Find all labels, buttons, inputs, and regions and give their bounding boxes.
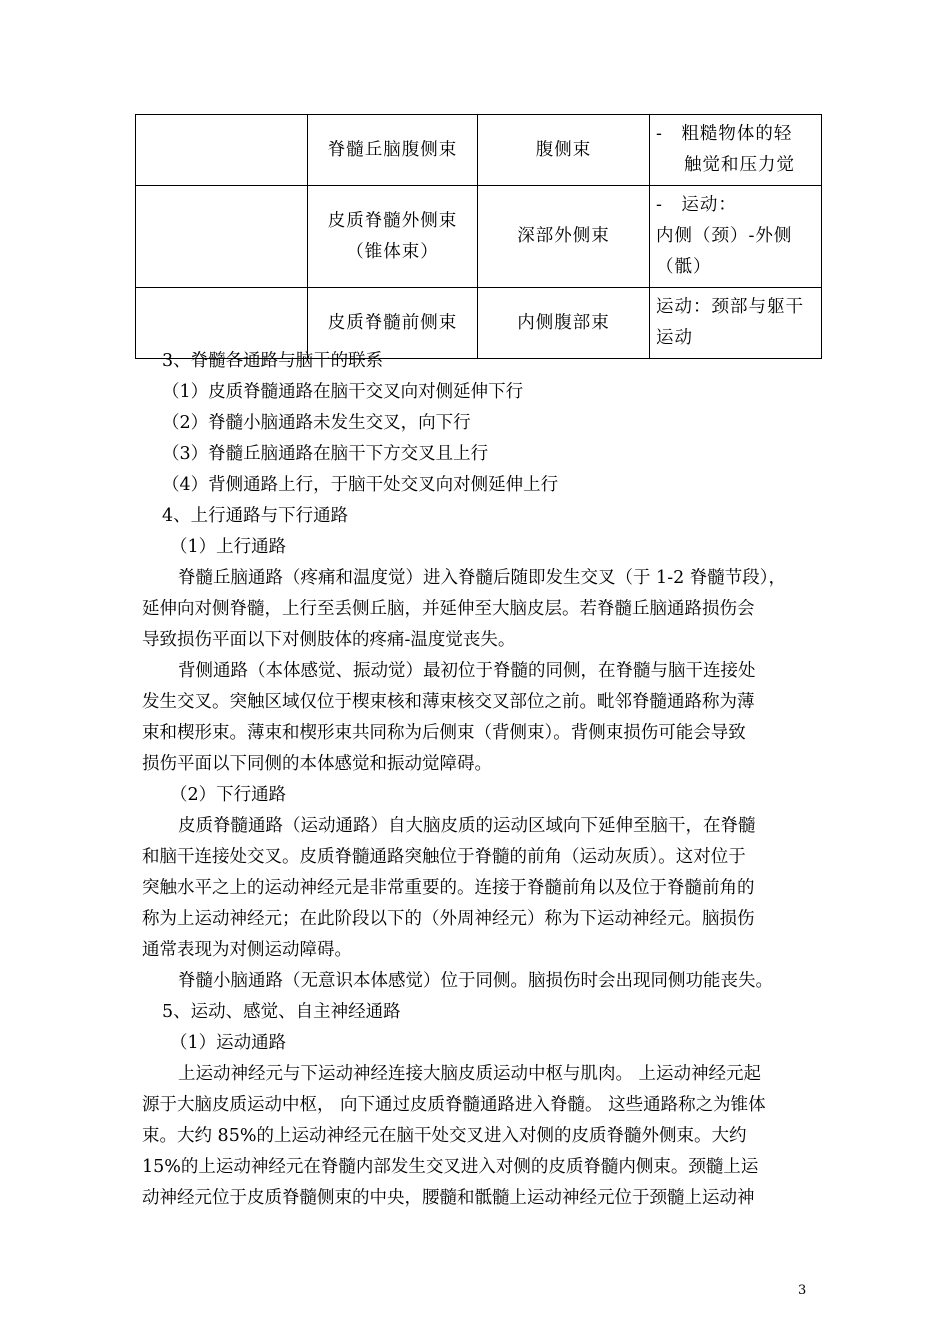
list-item: （1）皮质脊髓通路在脑干交叉向对侧延伸下行 xyxy=(162,382,524,402)
table-row xyxy=(136,115,822,186)
paragraph: 脊髓小脑通路（无意识本体感觉）位于同侧。脑损伤时会出现同侧功能丧失。 xyxy=(178,971,773,991)
table-cell xyxy=(136,115,308,186)
table-cell: 皮质脊髓前侧束 xyxy=(308,288,478,359)
table-cell: 内侧腹部束 xyxy=(478,288,650,359)
section-heading: 4、上行通路与下行通路 xyxy=(162,506,349,526)
table-cell: - 粗糙物体的轻 触觉和压力觉 xyxy=(650,115,822,186)
subsection-heading: （2）下行通路 xyxy=(170,785,287,805)
paragraph: 上运动神经元与下运动神经连接大脑皮质运动中枢与肌肉。 上运动神经元起 源于大脑皮质运动中枢， 向下通过皮质脊髓通路进入脊髓。 这些通路称之为锥体 束。大约 85%的上运动神经元在脑干处交叉进入对侧的皮质脊髓外侧束。大约 15%的上运动神经元在脊髓内部发生交叉进入对侧的皮质脊髓内侧束。颈髓上运 动神经元位于皮质脊髓侧束的中央，腰髓和骶髓上运动神经元位于颈髓上运动神 xyxy=(142,1064,766,1208)
list-item: （2）脊髓小脑通路未发生交叉，向下行 xyxy=(162,413,471,433)
table-cell: - 运动： 内侧（颈）-外侧 （骶） xyxy=(650,186,822,288)
table-cell: 脊髓丘脑腹侧束 xyxy=(308,115,478,186)
paragraph: 脊髓丘脑通路（疼痛和温度觉）进入脊髓后随即发生交叉（于 1-2 脊髓节段）， 延伸向对侧脊髓，上行至丢侧丘脑，并延伸至大脑皮层。若脊髓丘脑通路损伤会 导致损伤平面以下对侧肢体的疼痛-温度觉丧失。 xyxy=(142,568,787,650)
table-cell: 深部外侧束 xyxy=(478,186,650,288)
table-row xyxy=(136,186,822,288)
list-item: （4）背侧通路上行，于脑干处交叉向对侧延伸上行 xyxy=(162,475,559,495)
paragraph: 皮质脊髓通路（运动通路）自大脑皮质的运动区域向下延伸至脑干，在脊髓 和脑干连接处交叉。皮质脊髓通路突触位于脊髓的前角（运动灰质）。这对位于 突触水平之上的运动神经元是非常重要的。连接于脊髓前角以及位于脊髓前角的 称为上运动神经元；在此阶段以下的（外周神经元）称为下运动神经元。脑损伤 通常表现为对侧运动障碍。 xyxy=(142,816,756,960)
table-cell: 运动：颈部与躯干 运动 xyxy=(650,288,822,359)
pathway-table xyxy=(135,114,822,359)
list-item: （3）脊髓丘脑通路在脑干下方交叉且上行 xyxy=(162,444,489,464)
subsection-heading: （1）上行通路 xyxy=(170,537,287,557)
paragraph: 背侧通路（本体感觉、振动觉）最初位于脊髓的同侧，在脊髓与脑干连接处 发生交叉。突触区域仅位于楔束核和薄束核交叉部位之前。毗邻脊髓通路称为薄 束和楔形束。薄束和楔形束共同称为后侧束（背侧束）。背侧束损伤可能会导致 损伤平面以下同侧的本体感觉和振动觉障碍。 xyxy=(142,661,756,774)
table-cell: 腹侧束 xyxy=(478,115,650,186)
table-cell xyxy=(136,186,308,288)
subsection-heading: （1）运动通路 xyxy=(170,1033,287,1053)
section-heading: 3、脊髓各通路与脑干的联系 xyxy=(162,351,384,371)
section-heading: 5、运动、感觉、自主神经通路 xyxy=(162,1002,401,1022)
page-number: 3 xyxy=(798,1283,807,1298)
table-cell: 皮质脊髓外侧束 （锥体束） xyxy=(308,186,478,288)
